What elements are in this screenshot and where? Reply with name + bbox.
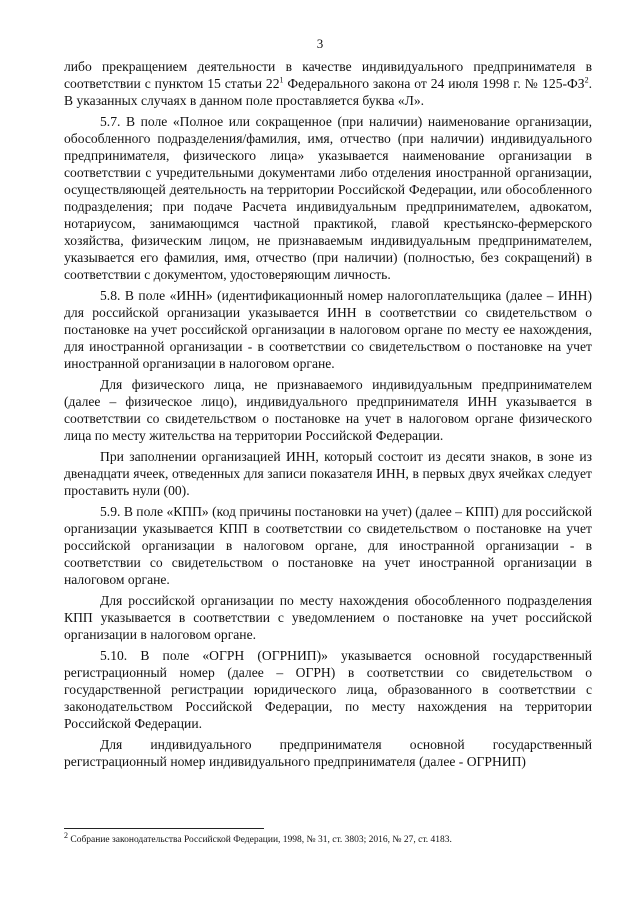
paragraph-text: . В указанных случаях в данном поле проставляется буква «Л». bbox=[64, 76, 593, 108]
footnote-marker: 2 bbox=[64, 830, 68, 840]
footnote-ref-1: 1 bbox=[279, 75, 284, 85]
paragraph-text: либо прекращением деятельности в качестве индивидуального предпринимателя в соответствии с пунктом 15 статьи 22 bbox=[64, 59, 592, 91]
paragraph-5-9: 5.9. В поле «КПП» (код причины постановки на учет) (далее – КПП) для российской организации указывается КПП в соответствии со свидетельством о постановке на учет российской организации в налоговом органе, для иностранной организации - в соответствии со свидетельством о постановке на учет иностранной организации в налоговом органе. bbox=[64, 504, 592, 587]
paragraph-5-9-branch: Для российской организации по месту нахождения обособленного подразделения КПП указывается в соответствии с уведомлением о постановке на учет российской организации в налоговом органе. bbox=[64, 593, 592, 642]
footnote-divider bbox=[64, 828, 264, 829]
paragraph-5-10: 5.10. В поле «ОГРН (ОГРНИП)» указывается основной государственный регистрационный номер (далее – ОГРН) в соответствии со свидетельством о государственной регистрации юридического лица, образованного в соответствии с законодательством Российской Федерации, по месту нахождения на территории Российской Федерации. bbox=[64, 648, 592, 731]
paragraph-5-7: 5.7. В поле «Полное или сокращенное (при наличии) наименование организации, обособленного подразделения/фамилия, имя, отчество (при наличии) индивидуального предпринимателя, физического лица» указывается наименование организации в соответствии с учредительными документами либо отделения иностранной организации, осуществляющей деятельность на территории Российской Федерации, или обособленного подразделения; при подаче Расчета индивидуальным предпринимателем, адвокатом, нотариусом, занимающимся частной практикой, главой крестьянско-фермерского хозяйства, физическим лицом, не признаваемым индивидуальным предпринимателем, указывается его фамилия, имя, отчество (при наличии) (полностью, без сокращений) в соответствии с документом, удостоверяющим личность. bbox=[64, 114, 592, 282]
footnote bbox=[64, 830, 592, 846]
paragraph-continuation bbox=[64, 58, 592, 109]
paragraph-5-8-individual: Для физического лица, не признаваемого индивидуальным предпринимателем (далее – физическое лицо), индивидуального предпринимателя ИНН указывается в соответствии со свидетельством о постановке на учет в налоговом органе физического лица по месту жительства на территории Российской Федерации. bbox=[64, 377, 592, 443]
footnote-ref-2[interactable]: 2 bbox=[584, 75, 589, 85]
footnote-text: Собрание законодательства Российской Федерации, 1998, № 31, ст. 3803; 2016, № 27, ст. 4183. bbox=[68, 835, 452, 845]
paragraph-5-10-entrepreneur: Для индивидуального предпринимателя основной государственный регистрационный номер индивидуального предпринимателя (далее - ОГРНИП) bbox=[64, 737, 592, 769]
paragraph-text: Федерального закона от 24 июля 1998 г. № 125-ФЗ bbox=[283, 76, 585, 91]
document-body bbox=[64, 58, 592, 774]
paragraph-5-8: 5.8. В поле «ИНН» (идентификационный номер налогоплательщика (далее – ИНН) для российской организации указывается ИНН в соответствии со свидетельством о постановке на учет российской организации в налоговом органе по месту ее нахождения, для иностранной организации - в соответствии со свидетельством о постановке на учет иностранной организации в налоговом органе. bbox=[64, 288, 592, 371]
paragraph-5-8-zeros: При заполнении организацией ИНН, который состоит из десяти знаков, в зоне из двенадцати ячеек, отведенных для записи показателя ИНН, в первых двух ячейках следует проставить нули (00). bbox=[64, 449, 592, 498]
page-number: 3 bbox=[316, 36, 324, 51]
